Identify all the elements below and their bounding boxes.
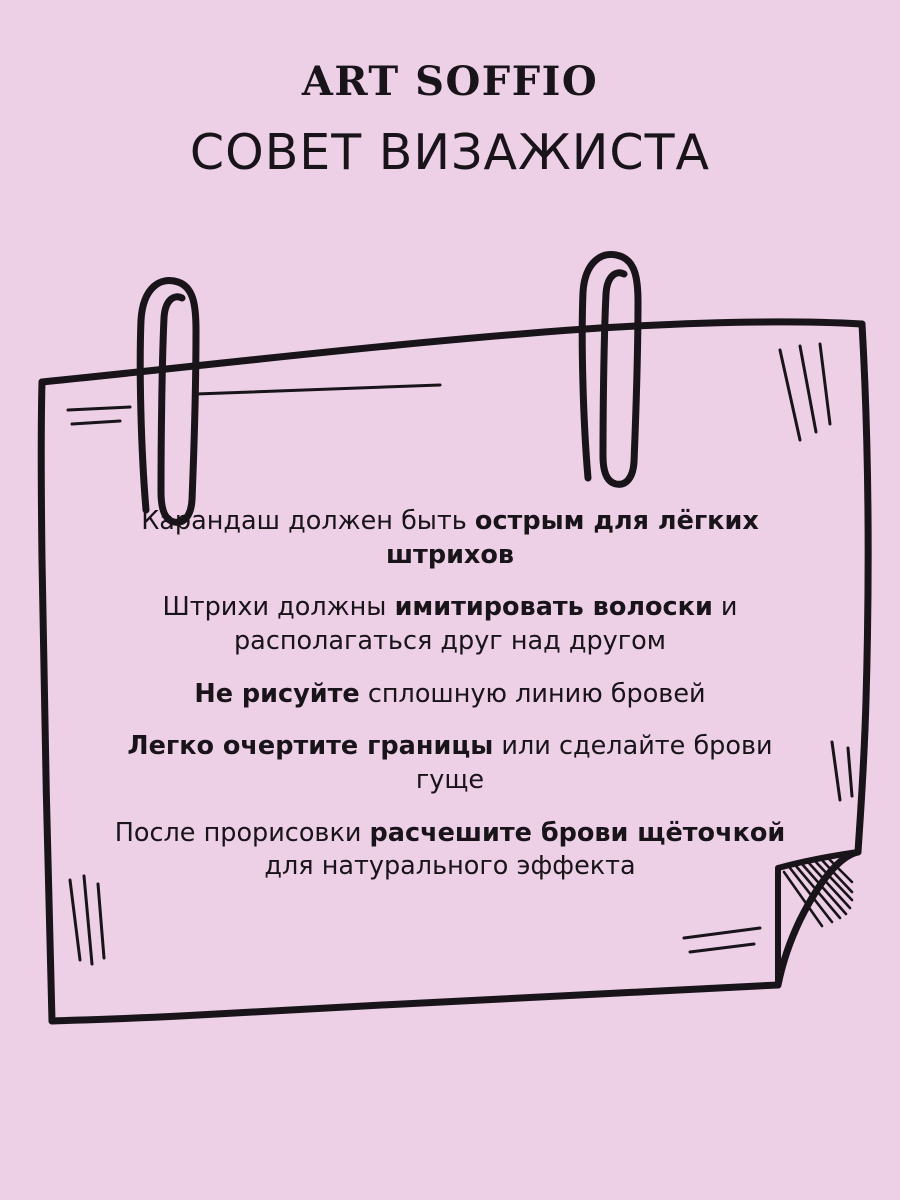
tip-text-part-bold: Легко очертите границы	[127, 731, 494, 762]
tip-text-part: или сделайте брови гуще	[415, 731, 773, 795]
tip-text-part-bold: Не рисуйте	[194, 678, 360, 709]
tip-text-part: для натурального эффекта	[264, 851, 636, 882]
list-item	[90, 678, 810, 712]
tip-text-part: Карандаш должен быть	[141, 506, 475, 536]
tip-text-part-bold: имитировать волоски	[394, 592, 713, 623]
list-item	[90, 817, 810, 884]
tip-text-part-bold: расчешите брови щёточкой	[369, 817, 786, 848]
list-item	[90, 591, 810, 658]
tip-text-part: После прорисовки	[114, 817, 370, 848]
tips-list	[90, 505, 810, 884]
list-item	[90, 505, 810, 572]
tip-text-part: и располагаться друг над другом	[234, 592, 738, 656]
tip-text-part: сплошную линию бровей	[359, 678, 706, 709]
tip-text-part-bold: острым для лёгких штрихов	[385, 506, 759, 570]
list-item	[90, 730, 810, 797]
brand-title: ART SOFFIO	[301, 58, 599, 105]
page-title: СОВЕТ ВИЗАЖИСТА	[189, 124, 711, 181]
tip-text-part: Штрихи должны	[162, 592, 395, 623]
